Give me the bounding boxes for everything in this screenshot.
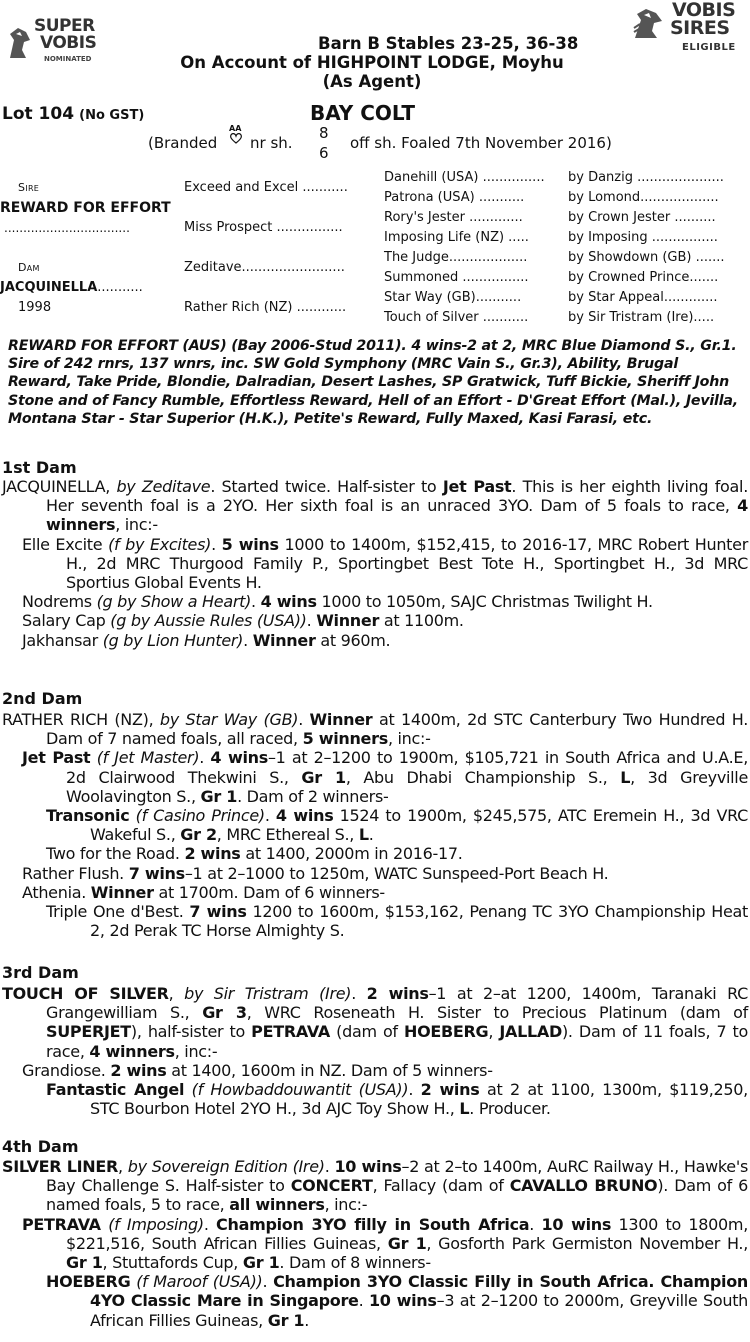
- logo-vobis-text: VOBIS: [672, 0, 736, 21]
- third-dam-block: [2, 984, 748, 1118]
- gen3-ancestor: Imposing Life (NZ) .....: [384, 230, 529, 245]
- logo-eligible-text: ELIGIBLE: [682, 42, 736, 53]
- brand-number-bottom: 6: [319, 144, 329, 162]
- gen3-ancestor: Patrona (USA) ...........: [384, 190, 525, 205]
- sire-label: Sire: [18, 181, 40, 194]
- progeny-entry: Athenia. Winner at 1700m. Dam of 6 winners-: [22, 882, 385, 902]
- gen4-sire: by Crown Jester ..........: [568, 210, 716, 225]
- dam-entry: JACQUINELLA, by Zeditave. Started twice. Half-sister to Jet Past. This is her eighth living foal. Her seventh foal is a 2YO. Her sixth foal is an unraced 3YO. Dam of 5 foals to race, 4 winners, inc:-: [2, 477, 748, 535]
- dam-name: JACQUINELLA...........: [0, 280, 143, 295]
- dam-entry: SILVER LINER, by Sovereign Edition (Ire). 10 wins–2 at 2–to 1400m, AuRC Railway H., Hawke's Bay Challenge S. Half-sister to CONCERT, Fallacy (dam of CAVALLO BRUNO). Dam of 6 named foals, 5 to race, all winners, inc:-: [2, 1157, 748, 1215]
- gen3-ancestor: Star Way (GB)...........: [384, 290, 522, 305]
- progeny-entry: Fantastic Angel (f Howbaddouwantit (USA)). 2 wins at 2 at 1100, 1300m, $119,250, STC Bourbon Hotel 2YO H., 3d AJC Toy Show H., L. Producer.: [46, 1080, 748, 1119]
- progeny-entry: Elle Excite (f by Excites). 5 wins 1000 to 1400m, $152,415, to 2016-17, MRC Robert Hunter H., 2d MRC Thurgood Family P., Sportingbet Best Tote H., Sportingbet H., 3d MRC Sportius Global Events H.: [22, 534, 748, 593]
- gen4-sire: by Showdown (GB) .......: [568, 250, 725, 265]
- dam-dam: Rather Rich (NZ) ............: [184, 300, 347, 315]
- gen3-ancestor: Danehill (USA) ...............: [384, 170, 545, 185]
- fourth-dam-block: [2, 1157, 748, 1330]
- pedigree-table: Sire REWARD FOR EFFORT ................................. Dam JACQUINELLA........... 1998 Exceed and Excel ........... Miss Prospect ................ Zeditave......................... Rather Rich (NZ) ............ Danehill (USA) ............... Patrona (USA) ........... Rory's Jester ............. Imposing Life (NZ) ..... The Judge................... Summoned ................ Star Way (GB)........... Touch of Silver ........... by Danzig ..................... by Lomond................... by Crown Jester .......... by Imposing ................ by Showdown (GB) ....... by Crowned Prince....... by Star Appeal............. by Sir Tristram (Ire).....: [0, 168, 750, 328]
- progeny-entry: HOEBERG (f Maroof (USA)). Champion 3YO Classic Filly in South Africa. Champion 4YO Classic Mare in Singapore. 10 wins–3 at 2–1200 to 2000m, Greyville South African Fillies Guineas, Gr 1.: [46, 1272, 749, 1330]
- progeny-entry: Transonic (f Casino Prince). 4 wins 1524 to 1900m, $245,575, ATC Eremein H., 3d VRC Wakeful S., Gr 2, MRC Ethereal S., L.: [46, 806, 748, 845]
- logo-super-text: SUPER: [34, 16, 95, 36]
- brand-number-top: 8: [319, 124, 329, 142]
- dam-label: Dam: [18, 261, 40, 274]
- section-heading: 3rd Dam: [2, 963, 79, 982]
- second-dam-block: [2, 710, 748, 940]
- vobis-sires-eligible-logo: [632, 2, 744, 58]
- vendor-line: On Account of HIGHPOINT LODGE, Moyhu: [180, 53, 564, 72]
- gen3-ancestor: Touch of Silver ...........: [384, 310, 529, 325]
- logo-nominated-text: NOMINATED: [44, 55, 92, 63]
- barn-location: Barn B Stables 23-25, 36-38: [318, 34, 579, 53]
- first-dam-block: [2, 477, 748, 650]
- dam-sire: Zeditave.........................: [184, 260, 345, 275]
- sire-summary: REWARD FOR EFFORT (AUS) (Bay 2006-Stud 2011). 4 wins-2 at 2, MRC Blue Diamond S., Gr.1. Sire of 242 rnrs, 137 wnrs, inc. SW Gold Symphony (MRC Vain S., Gr.3), Ability, Brugal Reward, Take Pride, Blondie, Dalradian, Desert Lashes, SP Gratwick, Tuff Bickie, Sheriff John Stone and of Fancy Rumble, Effortless Reward, Hell of an Effort - D'Great Effort (Mal.), Jevilla, Montana Star - Star Superior (H.K.), Petite's Reward, Fully Maxed, Kasi Farasi, etc.: [8, 338, 738, 427]
- dam-entry: RATHER RICH (NZ), by Star Way (GB). Winner at 1400m, 2d STC Canterbury Two Hundred H. Dam of 7 named foals, all raced, 5 winners, inc:-: [2, 710, 748, 749]
- dam-entry: TOUCH OF SILVER, by Sir Tristram (Ire). 2 wins–1 at 2–at 1200, 1400m, Taranaki RC Grangewilliam S., Gr 3, WRC Roseneath H. Sister to Precious Platinum (dam of SUPERJET), half-sister to PETRAVA (dam of HOEBERG, JALLAD). Dam of 11 foals, 7 to race, 4 winners, inc:-: [2, 984, 749, 1061]
- gen3-ancestor: The Judge...................: [384, 250, 528, 265]
- lot-number: Lot 104 (No GST): [2, 104, 145, 124]
- agent-line: (As Agent): [322, 72, 422, 91]
- sire-name: REWARD FOR EFFORT: [0, 200, 171, 216]
- horse-head-icon: [632, 8, 666, 42]
- brand-line: (Branded AA nr sh. 8 6 off sh. Foaled 7th November 2016): [148, 124, 612, 162]
- progeny-entry: Nodrems (g by Show a Heart). 4 wins 1000 to 1050m, SAJC Christmas Twilight H.: [22, 592, 653, 612]
- gen4-sire: by Sir Tristram (Ire).....: [568, 310, 715, 325]
- sire-dam: Miss Prospect ................: [184, 220, 343, 235]
- sire-sire: Exceed and Excel ...........: [184, 180, 348, 195]
- horse-head-icon: [6, 26, 32, 60]
- progeny-entry: Jet Past (f Jet Master). 4 wins–1 at 2–1200 to 1900m, $105,721 in South Africa and U.A.E, 2d Clairwood Thekwini S., Gr 1, Abu Dhabi Championship S., L, 3d Greyville Woolavington S., Gr 1. Dam of 2 winners-: [22, 748, 748, 806]
- progeny-entry: Triple One d'Best. 7 wins 1200 to 1600m, $153,162, Penang TC 3YO Championship Heat 2, 2d Perak TC Horse Almighty S.: [46, 902, 748, 941]
- gen3-ancestor: Summoned ................: [384, 270, 529, 285]
- super-vobis-nominated-logo: [6, 18, 96, 74]
- gen4-sire: by Lomond...................: [568, 190, 719, 205]
- brand-mark: AA: [229, 124, 242, 133]
- section-heading: 4th Dam: [2, 1137, 79, 1156]
- progeny-entry: Salary Cap (g by Aussie Rules (USA)). Winner at 1100m.: [22, 611, 464, 631]
- progeny-entry: Rather Flush. 7 wins–1 at 2–1000 to 1250m, WATC Sunspeed-Port Beach H.: [22, 863, 609, 883]
- gen3-ancestor: Rory's Jester .............: [384, 210, 523, 225]
- progeny-entry: Jakhansar (g by Lion Hunter). Winner at 960m.: [22, 630, 391, 650]
- lot-title: BAY COLT: [310, 101, 416, 125]
- logo-vobis-text: VOBIS: [40, 33, 97, 53]
- gen4-sire: by Imposing ................: [568, 230, 718, 245]
- progeny-entry: PETRAVA (f Imposing). Champion 3YO filly in South Africa. 10 wins 1300 to 1800m, $221,516, South African Fillies Guineas, Gr 1, Gosforth Park Germiston November H., Gr 1, Stuttafords Cup, Gr 1. Dam of 8 winners-: [22, 1214, 748, 1273]
- progeny-entry: Grandiose. 2 wins at 1400, 1600m in NZ. Dam of 5 winners-: [22, 1060, 493, 1080]
- dam-year: 1998: [18, 300, 52, 315]
- gen4-sire: by Danzig .....................: [568, 170, 724, 185]
- gen4-sire: by Crowned Prince.......: [568, 270, 719, 285]
- section-heading: 1st Dam: [2, 458, 77, 477]
- heart-brand-icon: [230, 133, 242, 144]
- progeny-entry: Two for the Road. 2 wins at 1400, 2000m in 2016-17.: [46, 844, 463, 864]
- gen4-sire: by Star Appeal.............: [568, 290, 718, 305]
- section-heading: 2nd Dam: [2, 689, 83, 708]
- logo-sires-text: SIRES: [670, 17, 730, 39]
